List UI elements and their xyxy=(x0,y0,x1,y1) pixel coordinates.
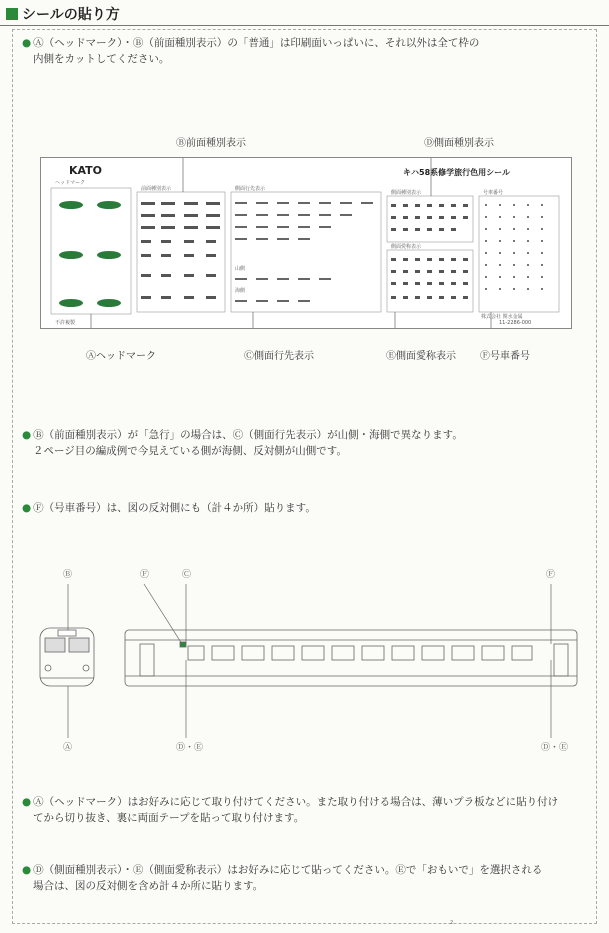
callout-side-type: Ⓓ側面種別表示 xyxy=(424,138,494,149)
umigawa-label: 海側 xyxy=(235,288,246,294)
headmark-stickers xyxy=(59,201,121,307)
page-number: 2 xyxy=(450,920,454,926)
car-number-block xyxy=(479,196,559,312)
title-rule xyxy=(0,25,609,26)
title-square-icon xyxy=(6,8,18,20)
car-number-stickers xyxy=(485,204,543,290)
diagram-label-b: Ⓑ xyxy=(63,570,73,580)
page-title xyxy=(6,5,120,23)
side-type-stickers xyxy=(391,204,468,231)
headmark-block-label: ヘッドマーク xyxy=(55,180,86,186)
diagram-label-a: Ⓐ xyxy=(63,743,73,753)
side-name-block-label: 側面愛称表示 xyxy=(391,244,422,250)
side-name-stickers xyxy=(391,258,468,299)
product-code: 11-2286-000 xyxy=(499,320,532,326)
diagram-label-c: Ⓒ xyxy=(182,570,192,580)
paragraph-4-line-2: てから切り抜き、裏に両面テープを貼って取り付けます。 xyxy=(33,812,305,824)
paragraph-4 xyxy=(22,794,558,826)
paragraph-5 xyxy=(22,862,542,894)
paragraph-2 xyxy=(22,427,463,459)
yamagawa-label: 山側 xyxy=(235,266,246,272)
paragraph-1-line-1: Ⓐ（ヘッドマーク）・Ⓑ（前面種別表示）の「普通」は印刷面いっぱいに、それ以外は全て枠の xyxy=(33,37,480,49)
train-diagram xyxy=(0,560,609,760)
side-type-block-label: 側面種別表示 xyxy=(391,190,422,196)
paragraph-1-line-2: 内側をカットしてください。 xyxy=(33,53,170,65)
callout-headmark: Ⓐヘッドマーク xyxy=(86,351,156,362)
diagram-leader-lines xyxy=(68,584,551,738)
paragraph-3 xyxy=(22,500,316,516)
paragraph-3-line-1: Ⓕ（号車番号）は、図の反対側にも（計４か所）貼ります。 xyxy=(33,502,316,514)
diagram-label-de2: Ⓓ・Ⓔ xyxy=(541,743,569,753)
callout-front-type: Ⓑ前面種別表示 xyxy=(176,138,246,149)
paragraph-5-line-2: 場合は、図の反対側を含め計４か所に貼ります。 xyxy=(33,880,264,892)
paragraph-4-line-1: Ⓐ（ヘッドマーク）はお好みに応じて取り付けてください。また取り付ける場合は、薄いプラ板などに貼り付け xyxy=(33,796,559,808)
callout-side-dest: Ⓒ側面行先表示 xyxy=(244,351,314,362)
brand-logo: KATO xyxy=(69,164,103,177)
paragraph-2-line-1: Ⓑ（前面種別表示）が「急行」の場合は、Ⓒ（側面行先表示）が山側・海側で異なります。 xyxy=(33,429,463,441)
bullet-icon: ● xyxy=(22,796,32,808)
callout-side-name: Ⓔ側面愛称表示 xyxy=(386,351,456,362)
bullet-icon: ● xyxy=(22,502,32,514)
front-type-block xyxy=(137,192,225,312)
paragraph-1 xyxy=(22,35,479,67)
front-view-car xyxy=(40,628,94,686)
side-view-car xyxy=(125,630,577,686)
stamp-text: 不許複製 xyxy=(55,320,76,326)
side-dest-block-label: 側面行先表示 xyxy=(235,186,266,192)
bullet-icon: ● xyxy=(22,864,32,876)
title-text: シールの貼り方 xyxy=(22,7,120,23)
callout-car-number: Ⓕ号車番号 xyxy=(480,351,530,362)
sheet-title: キハ58系修学旅行色用シール xyxy=(403,168,510,177)
diagram-label-f2: Ⓕ xyxy=(546,570,556,580)
front-type-stickers xyxy=(141,202,220,299)
sticker-sheet xyxy=(40,157,572,329)
diagram-label-de: Ⓓ・Ⓔ xyxy=(176,743,204,753)
maker-name: 株式会社 関水金属 xyxy=(481,314,523,320)
car-number-block-label: 号車番号 xyxy=(483,190,504,196)
bullet-icon: ● xyxy=(22,429,32,441)
side-dest-stickers xyxy=(235,202,373,302)
side-dest-block xyxy=(231,192,381,312)
paragraph-2-line-2: ２ページ目の編成例で今見えている側が海側、反対側が山側です。 xyxy=(33,445,347,457)
front-type-block-label: 前面種別表示 xyxy=(141,186,172,192)
bullet-icon: ● xyxy=(22,37,32,49)
sticker-sheet-drawing xyxy=(41,158,571,328)
paragraph-5-line-1: Ⓓ（側面種別表示）・Ⓔ（側面愛称表示）はお好みに応じて貼ってください。Ⓔで「おもいで」を選択される xyxy=(33,864,543,876)
diagram-label-f: Ⓕ xyxy=(140,570,150,580)
